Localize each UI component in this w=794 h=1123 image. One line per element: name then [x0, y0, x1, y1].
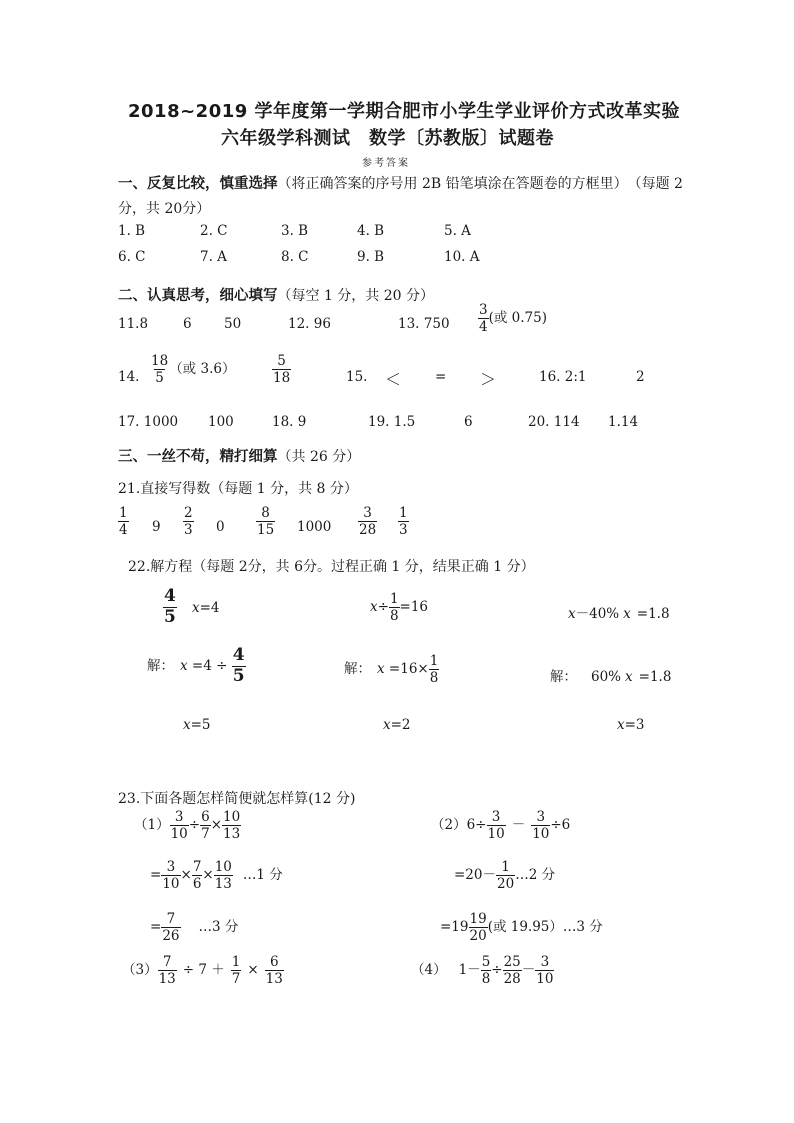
title-line-2: 六年级学科测试 数学〔苏教版〕试题卷	[221, 128, 554, 149]
title-line-1: 2018~2019 学年度第一学期合肥市小学生学业评价方式改革实验	[128, 101, 681, 122]
q21-answer-1: $\frac{1}{4}$	[119, 505, 128, 539]
section-2-heading-row	[118, 284, 434, 305]
section-1-heading-row	[118, 172, 683, 193]
q19-b: 6	[464, 414, 473, 430]
q11-c: 50	[224, 316, 242, 332]
q21-answer-8: $\frac{1}{3}$	[399, 505, 408, 539]
q13-alt: (或 0.75)	[488, 310, 547, 327]
equation-2-step: 解： x =16× $\frac{1}{8}$	[344, 653, 439, 687]
answer-1: 1. B	[118, 223, 146, 239]
q22-heading: 22.解方程（每题 2分，共 6分。过程正确 1 分，结果正确 1 分）	[128, 559, 535, 575]
q12: 12. 96	[288, 316, 331, 332]
problem-2-step-2: =19 $\frac{19}{20}$ (或 19.95）…3 分	[440, 911, 603, 945]
equation-1: $\frac{4}{5}$ x=4	[164, 586, 220, 627]
equation-3-step: 解： 60% x =1.8	[550, 669, 672, 685]
q19-a: 19. 1.5	[368, 414, 416, 430]
q13: 13. 750	[398, 316, 450, 332]
eq1-fraction: $\frac{4}{5}$	[164, 586, 176, 627]
answer-4: 4. B	[357, 223, 385, 239]
q11-a: 11.8	[118, 316, 149, 332]
answer-2: 2. C	[200, 223, 228, 239]
problem-1-step-1: = $\frac{3}{10}$ × $\frac{7}{6}$ × $\frac{10}{13}$ …1 分	[150, 859, 283, 893]
q21-answer-4: 0	[216, 519, 225, 535]
q13-answer	[478, 303, 547, 334]
q20-b: 1.14	[608, 414, 639, 430]
q16-b: 2	[636, 369, 645, 385]
q16-a: 16. 2:1	[539, 369, 587, 385]
equation-2-answer: x=2	[383, 717, 411, 733]
section-1-note: （将正确答案的序号用 2B 铅笔填涂在答题卷的方框里） （每题 2	[277, 176, 683, 192]
q21-answer-6: 1000	[297, 519, 332, 535]
problem-2-step-1: =20－ $\frac{1}{20}$ …2 分	[454, 859, 556, 893]
answer-7: 7. A	[200, 249, 227, 265]
subtitle: 参考答案	[362, 158, 410, 169]
answer-9: 9. B	[357, 249, 385, 265]
section-3-heading-row	[118, 445, 360, 466]
q20-a: 20. 114	[528, 414, 580, 430]
q14: 14.	[118, 369, 140, 385]
section-1-note-2: 分，共 20分）	[118, 201, 211, 217]
answer-3: 3. B	[281, 223, 309, 239]
q14-alt: （或 3.6）	[169, 361, 236, 378]
section-2-note: （每空 1 分，共 20 分）	[277, 288, 435, 304]
q13-fraction: $\frac{3}{4}$	[479, 302, 488, 336]
equation-1-answer: x=5	[183, 717, 211, 733]
q15-b: =	[435, 369, 447, 385]
q11-b: 6	[183, 316, 192, 332]
q18: 18. 9	[272, 414, 307, 430]
q23-heading: 23.下面各题怎样简便就怎样算(12 分)	[118, 791, 356, 807]
section-3-note: （共 26 分）	[277, 449, 361, 465]
section-2-heading: 二、认真思考，细心填写	[118, 288, 278, 304]
q17-a: 17. 1000	[118, 414, 179, 430]
q15: 15.	[346, 369, 368, 385]
q15-c: ＞	[480, 370, 497, 389]
q14-answer	[150, 354, 235, 385]
q21-heading: 21.直接写得数（每题 1 分，共 8 分）	[118, 481, 358, 497]
q21-answer-5: $\frac{8}{15}$	[257, 505, 275, 539]
q14-fraction-1: $\frac{18}{5}$	[151, 353, 169, 387]
answer-8: 8. C	[281, 249, 309, 265]
answer-10: 10. A	[444, 249, 480, 265]
problem-1: （1） $\frac{3}{10}$ ÷ $\frac{6}{7}$ × $\frac{10}{13}$	[134, 809, 241, 843]
problem-3: （3） $\frac{7}{13}$ ÷ 7 ＋ $\frac{1}{7}$ × $\frac{6}{13}$	[122, 954, 283, 988]
q21-answer-2: 9	[152, 519, 161, 535]
q21-answer-3: $\frac{2}{3}$	[184, 505, 193, 539]
q15-a: ＜	[385, 370, 402, 389]
answer-6: 6. C	[118, 249, 146, 265]
section-1-heading: 一、反复比较，慎重选择	[118, 176, 278, 192]
answer-5: 5. A	[444, 223, 471, 239]
equation-3-answer: x=3	[617, 717, 645, 733]
q14-fraction-2: $\frac{5}{18}$	[273, 353, 291, 387]
equation-1-step: 解： x =4 ÷ $\frac{4}{5}$	[147, 645, 245, 686]
q21-answer-7: $\frac{3}{28}$	[359, 505, 377, 539]
q17-b: 100	[208, 414, 234, 430]
problem-2: （2）6÷ $\frac{3}{10}$ － $\frac{3}{10}$ ÷6	[431, 809, 571, 843]
problem-1-step-2: = $\frac{7}{26}$ …3 分	[150, 911, 239, 945]
equation-3: x－40% x =1.8	[568, 606, 670, 622]
equation-2: x÷ $\frac{1}{8}$ =16	[370, 591, 429, 625]
problem-4: （4） 1－ $\frac{5}{8}$ ÷ $\frac{25}{28}$ － $\frac{3}{10}$	[411, 954, 554, 988]
eq1-step-fraction: $\frac{4}{5}$	[232, 645, 245, 686]
q14-answer-2	[272, 354, 291, 385]
section-3-heading: 三、一丝不苟，精打细算	[118, 449, 278, 465]
